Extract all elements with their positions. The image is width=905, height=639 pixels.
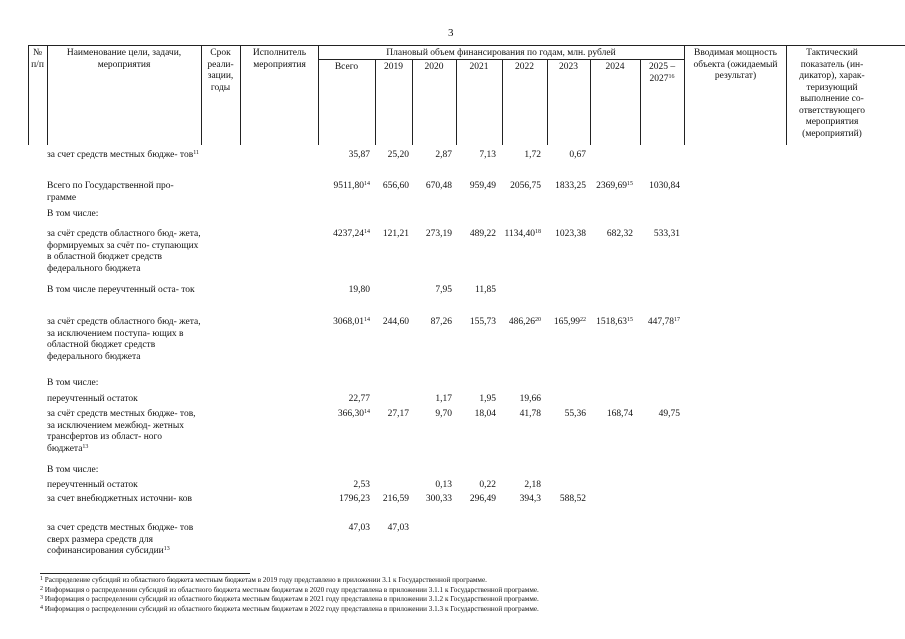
row-value: 35,87 [348,150,370,160]
row-label: В том числе: [47,465,99,475]
row-value: 9,70 [435,409,452,419]
header-year-2021: 2021 [469,62,489,72]
row-value: 489,22 [469,229,496,239]
footnote: $^3$ Информация о распределении субсидий из областного бюджета местным бюджетам в 2021 году представлена в приложении 3.1.2 к Государственной программе. [40,595,539,603]
row-label: за счёт средств областного бюд- жета, формируемых за счёт по- ступающих в областной бюджет средств федерального бюджета [47,229,201,274]
row-label: переучтенный остаток [47,394,138,404]
row-value: 9511,80$^{14}$ [333,181,370,191]
row-label: переучтенный остаток [47,480,138,490]
row-value: 366,30$^{14}$ [337,409,370,419]
row-value: 19,66 [519,394,541,404]
row-value: 55,36 [564,409,586,419]
header-year-2019: 2019 [384,62,403,72]
row-value: 1518,63$^{15}$ [596,317,633,327]
header-year-2025-2027: 2025 – 2027$^{16}$ [648,62,676,84]
page-number: 3 [448,27,454,39]
row-value: 165,99$^{22}$ [553,317,586,327]
row-value: 2,87 [435,150,452,160]
row-value: 22,77 [348,394,370,404]
row-label: за счет внебюджетных источни- ков [47,494,193,504]
row-value: 2056,75 [510,181,541,191]
row-label: за счет средств местных бюдже- тов$^{11}$ [47,150,199,160]
header-year-2020: 2020 [424,62,444,72]
row-value: 0,67 [569,150,586,160]
row-value: 300,33 [425,494,452,504]
row-value: 1030,84 [649,181,680,191]
footnote-separator [40,573,250,574]
header-year-2024: 2024 [605,62,625,72]
row-value: 7,95 [435,285,452,295]
row-label: Всего по Государственной про- грамме [47,181,174,203]
row-value: 1134,40$^{18}$ [504,229,541,239]
row-value: 7,13 [479,150,496,160]
header-year-2022: 2022 [515,62,534,72]
row-value: 41,78 [519,409,541,419]
header-no: № п/п [31,48,44,70]
row-value: 121,21 [382,229,409,239]
row-value: 670,48 [425,181,452,191]
footnote: $^2$ Информация о распределении субсидий из областного бюджета местным бюджетам в 2020 году представлена в приложении 3.1.1 к Государственной программе. [40,585,539,594]
row-value: 2,53 [353,480,370,490]
row-value: 3068,01$^{14}$ [333,317,370,327]
row-value: 394,3 [519,494,541,504]
footnote: $^1$ Распределение субсидий из областного бюджета местным бюджетам в 2019 году представлено в приложении 3.1 к Государственной программе. [40,576,487,584]
row-value: 533,31 [653,229,680,239]
row-value: 47,03 [348,523,370,533]
header-funding: Плановый объем финансирования по годам, млн. рублей [386,48,616,58]
row-value: 656,60 [382,181,409,191]
row-value: 959,49 [469,181,496,191]
row-value: 216,59 [382,494,409,504]
header-year-2023: 2023 [559,62,578,72]
row-value: 87,26 [430,317,452,327]
row-value: 273,19 [425,229,452,239]
row-label: В том числе: [47,378,99,388]
row-value: 11,85 [474,285,496,295]
row-value: 0,13 [435,480,452,490]
row-value: 296,49 [469,494,496,504]
row-label: В том числе переучтенный оста- ток [47,285,195,295]
row-label: за счет средств местных бюдже- тов сверх размера средств для софинансирования субсидии$^{13}$ [47,523,194,557]
row-value: 2,18 [524,480,541,490]
row-value: 49,75 [658,409,680,419]
row-value: 1,95 [479,394,496,404]
row-value: 0,22 [479,480,496,490]
header-name: Наименование цели, задачи, мероприятия [66,48,182,70]
row-value: 447,78$^{17}$ [647,317,680,327]
row-value: 155,73 [469,317,496,327]
row-value: 1796,23 [339,494,370,504]
header-term: Срок реали- зации, годы [207,48,234,93]
row-value: 682,32 [606,229,633,239]
row-value: 486,26$^{20}$ [508,317,541,327]
header-capacity: Вводимая мощность объекта (ожидаемый результат) [693,48,778,81]
row-value: 1023,38 [555,229,586,239]
row-value: 1833,25 [555,181,586,191]
row-value: 18,04 [474,409,496,419]
row-label: за счёт средств местных бюдже- тов, за исключением межбюд- жетных трансфертов из област- ного бюджета$^{13}$ [47,409,196,454]
header-executor: Исполнитель мероприятия [252,48,307,70]
row-value: 244,60 [382,317,409,327]
row-value: 25,20 [387,150,409,160]
footnote: $^4$ Информация о распределении субсидий из областного бюджета местным бюджетам в 2022 году представлена в приложении 3.1.3 к Государственной программе. [40,604,539,613]
row-value: 2369,69$^{15}$ [596,181,633,191]
row-value: 19,80 [348,285,370,295]
row-value: 1,72 [524,150,541,160]
row-value: 4237,24$^{14}$ [333,229,370,239]
row-value: 1,17 [435,394,452,404]
header-indicator: Тактический показатель (ин- дикатор), харак- теризующий выполнение со- ответствующего мероприятия (мероприятий) [798,48,865,139]
row-label: В том числе: [47,209,99,219]
header-year-total: Всего [334,62,359,72]
row-value: 27,17 [387,409,409,419]
row-value: 47,03 [387,523,409,533]
row-value: 168,74 [606,409,633,419]
row-value: 588,52 [559,494,586,504]
row-label: за счёт средств областного бюд- жета, за исключением поступа- ющих в областной бюджет средств федерального бюджета [47,317,201,362]
